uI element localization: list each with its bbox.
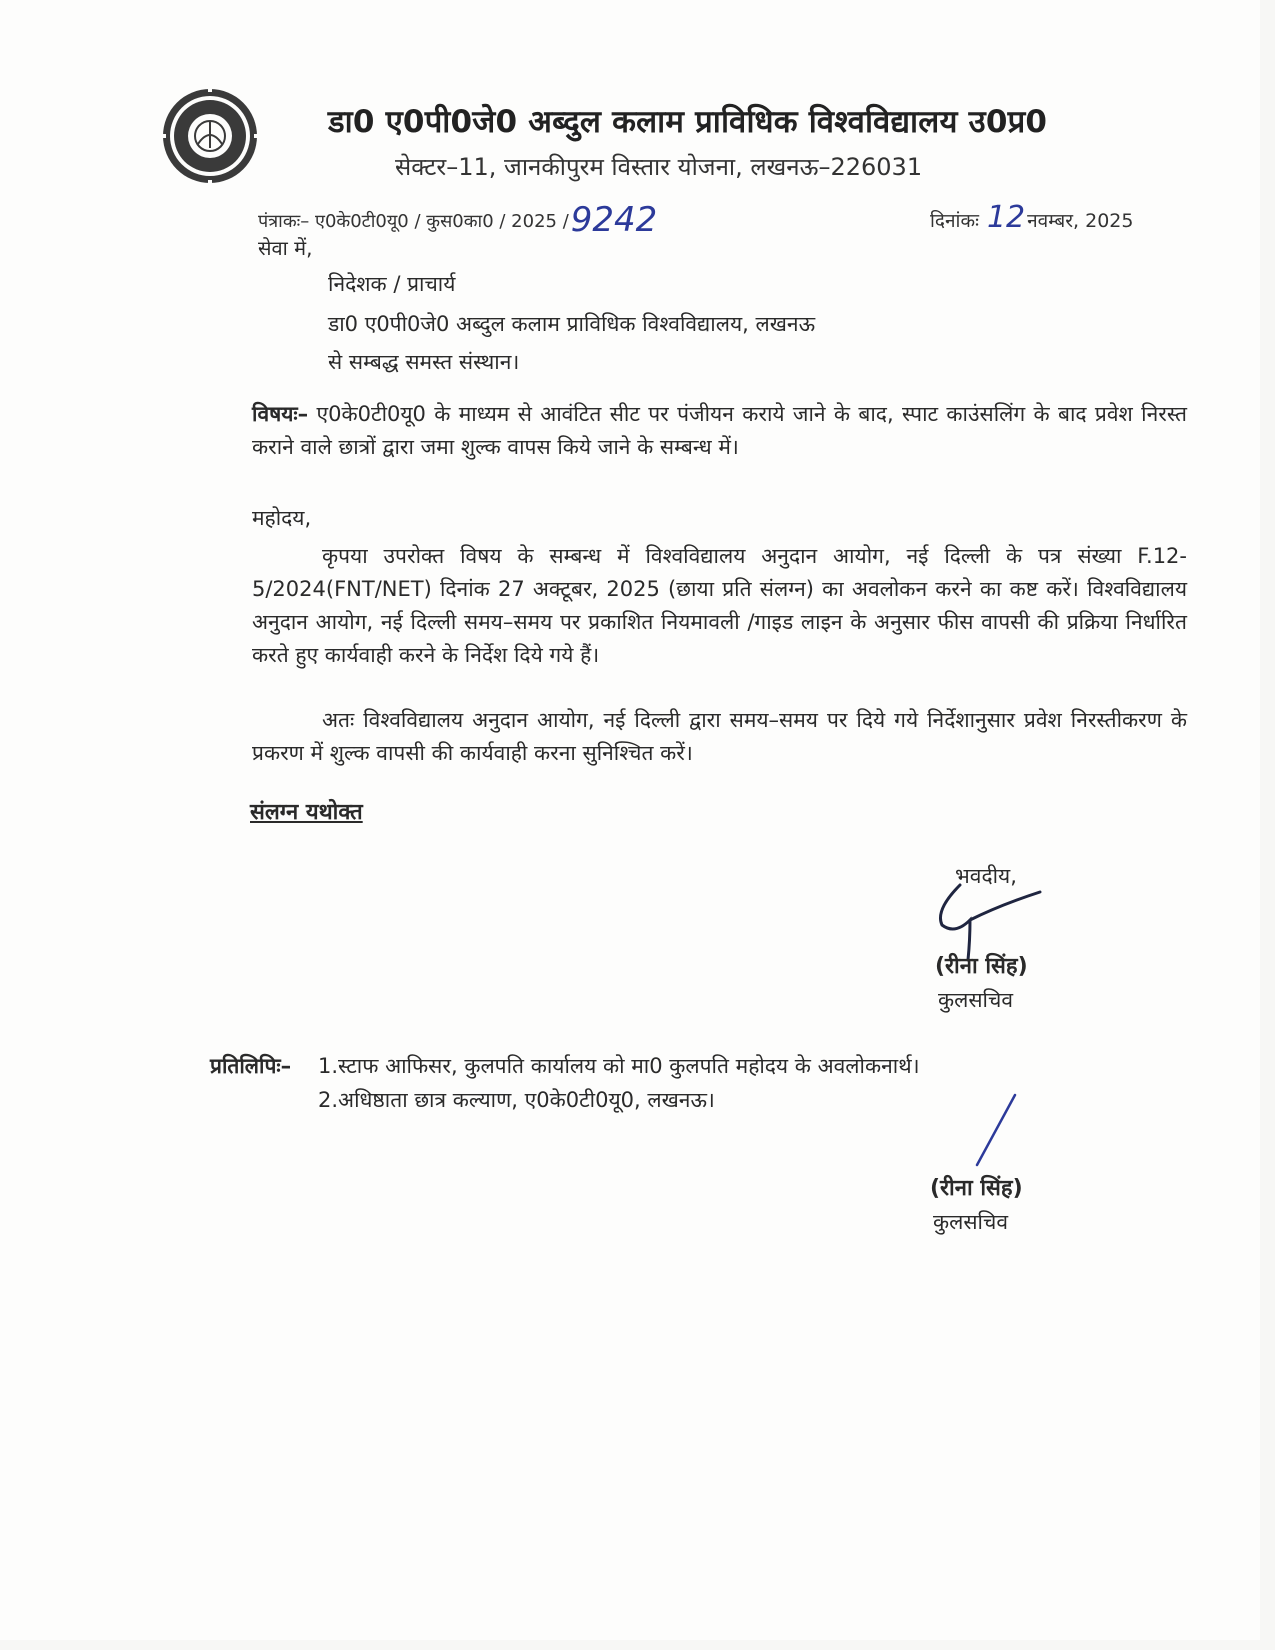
date-handwritten: 12	[986, 200, 1026, 235]
copy-to-item-2: 2.अधिष्ठाता छात्र कल्याण, ए0के0टी0यू0, लखनऊ।	[318, 1088, 715, 1112]
date-line	[930, 200, 1133, 235]
salutation-to: सेवा में,	[258, 236, 313, 260]
initial-mark-icon	[965, 1090, 1025, 1170]
signatory-name-2: (रीना सिंह)	[930, 1176, 1023, 1201]
university-name: डा0 ए0पी0जे0 अब्दुल कलाम प्राविधिक विश्वविद्यालय उ0प्र0	[328, 104, 1048, 140]
subject-text: ए0के0टी0यू0 के माध्यम से आवंटित सीट पर पंजीयन कराये जाने के बाद, स्पाट काउंसलिंग के बाद प्रवेश निरस्त कराने वाले छात्रों द्वारा जमा शुल्क वापस किये जाने के सम्बन्ध में।	[252, 402, 1187, 459]
copy-to-label	[210, 1052, 291, 1080]
signatory-designation-2: कुलसचिव	[933, 1210, 1009, 1234]
university-address: सेक्टर–11, जानकीपुरम विस्तार योजना, लखनऊ–226031	[395, 153, 923, 181]
body-paragraph-1: कृपया उपरोक्त विषय के सम्बन्ध में विश्वविद्यालय अनुदान आयोग, नई दिल्ली के पत्र संख्या F.12-5/2024(FNT/NET) दिनांक 27 अक्टूबर, 2025 (छाया प्रति संलग्न) का अवलोकन करने का कष्ट करें। विश्वविद्यालय अनुदान आयोग, नई दिल्ली समय–समय पर प्रकाशित नियमावली /गाइड लाइन के अनुसार फीस वापसी की प्रक्रिया निर्धारित करते हुए कार्यवाही करने के निर्देश दिये गये हैं।	[252, 544, 1187, 667]
date-suffix: नवम्बर, 2025	[1027, 210, 1134, 232]
recipient-line-1: निदेशक / प्राचार्य	[328, 272, 456, 296]
closing: भवदीय,	[955, 864, 1017, 888]
copy-to-title: प्रतिलिपिः–	[210, 1054, 292, 1078]
signatory-designation: कुलसचिव	[938, 988, 1014, 1012]
body-paragraph-2: अतः विश्वविद्यालय अनुदान आयोग, नई दिल्ली द्वारा समय–समय पर दिये गये निर्देशानुसार प्रवेश निरस्तीकरण के प्रकरण में शुल्क वापसी की कार्यवाही करना सुनिश्चित करें।	[252, 708, 1187, 765]
reference-number: 9242	[570, 200, 658, 240]
date-label: दिनांकः	[930, 210, 979, 232]
recipient-line-2: डा0 ए0पी0जे0 अब्दुल कलाम प्राविधिक विश्वविद्यालय, लखनऊ	[328, 312, 816, 336]
reference-line	[258, 196, 658, 240]
university-seal-icon	[160, 86, 260, 186]
enclosure-note: संलग्न यथोक्त	[250, 800, 363, 825]
copy-to-item-1: 1.स्टाफ आफिसर, कुलपति कार्यालय को मा0 कुलपति महोदय के अवलोकनार्थ।	[318, 1054, 920, 1078]
reference-label: पंत्राकः– ए0के0टी0यू0 / कुस0का0 / 2025 /	[258, 211, 569, 232]
signatory-name: (रीना सिंह)	[935, 954, 1028, 979]
subject-paragraph	[252, 398, 1187, 464]
recipient-line-3: से सम्बद्ध समस्त संस्थान।	[328, 350, 520, 374]
greeting: महोदय,	[252, 506, 312, 530]
subject-label: विषयः–	[252, 402, 309, 426]
